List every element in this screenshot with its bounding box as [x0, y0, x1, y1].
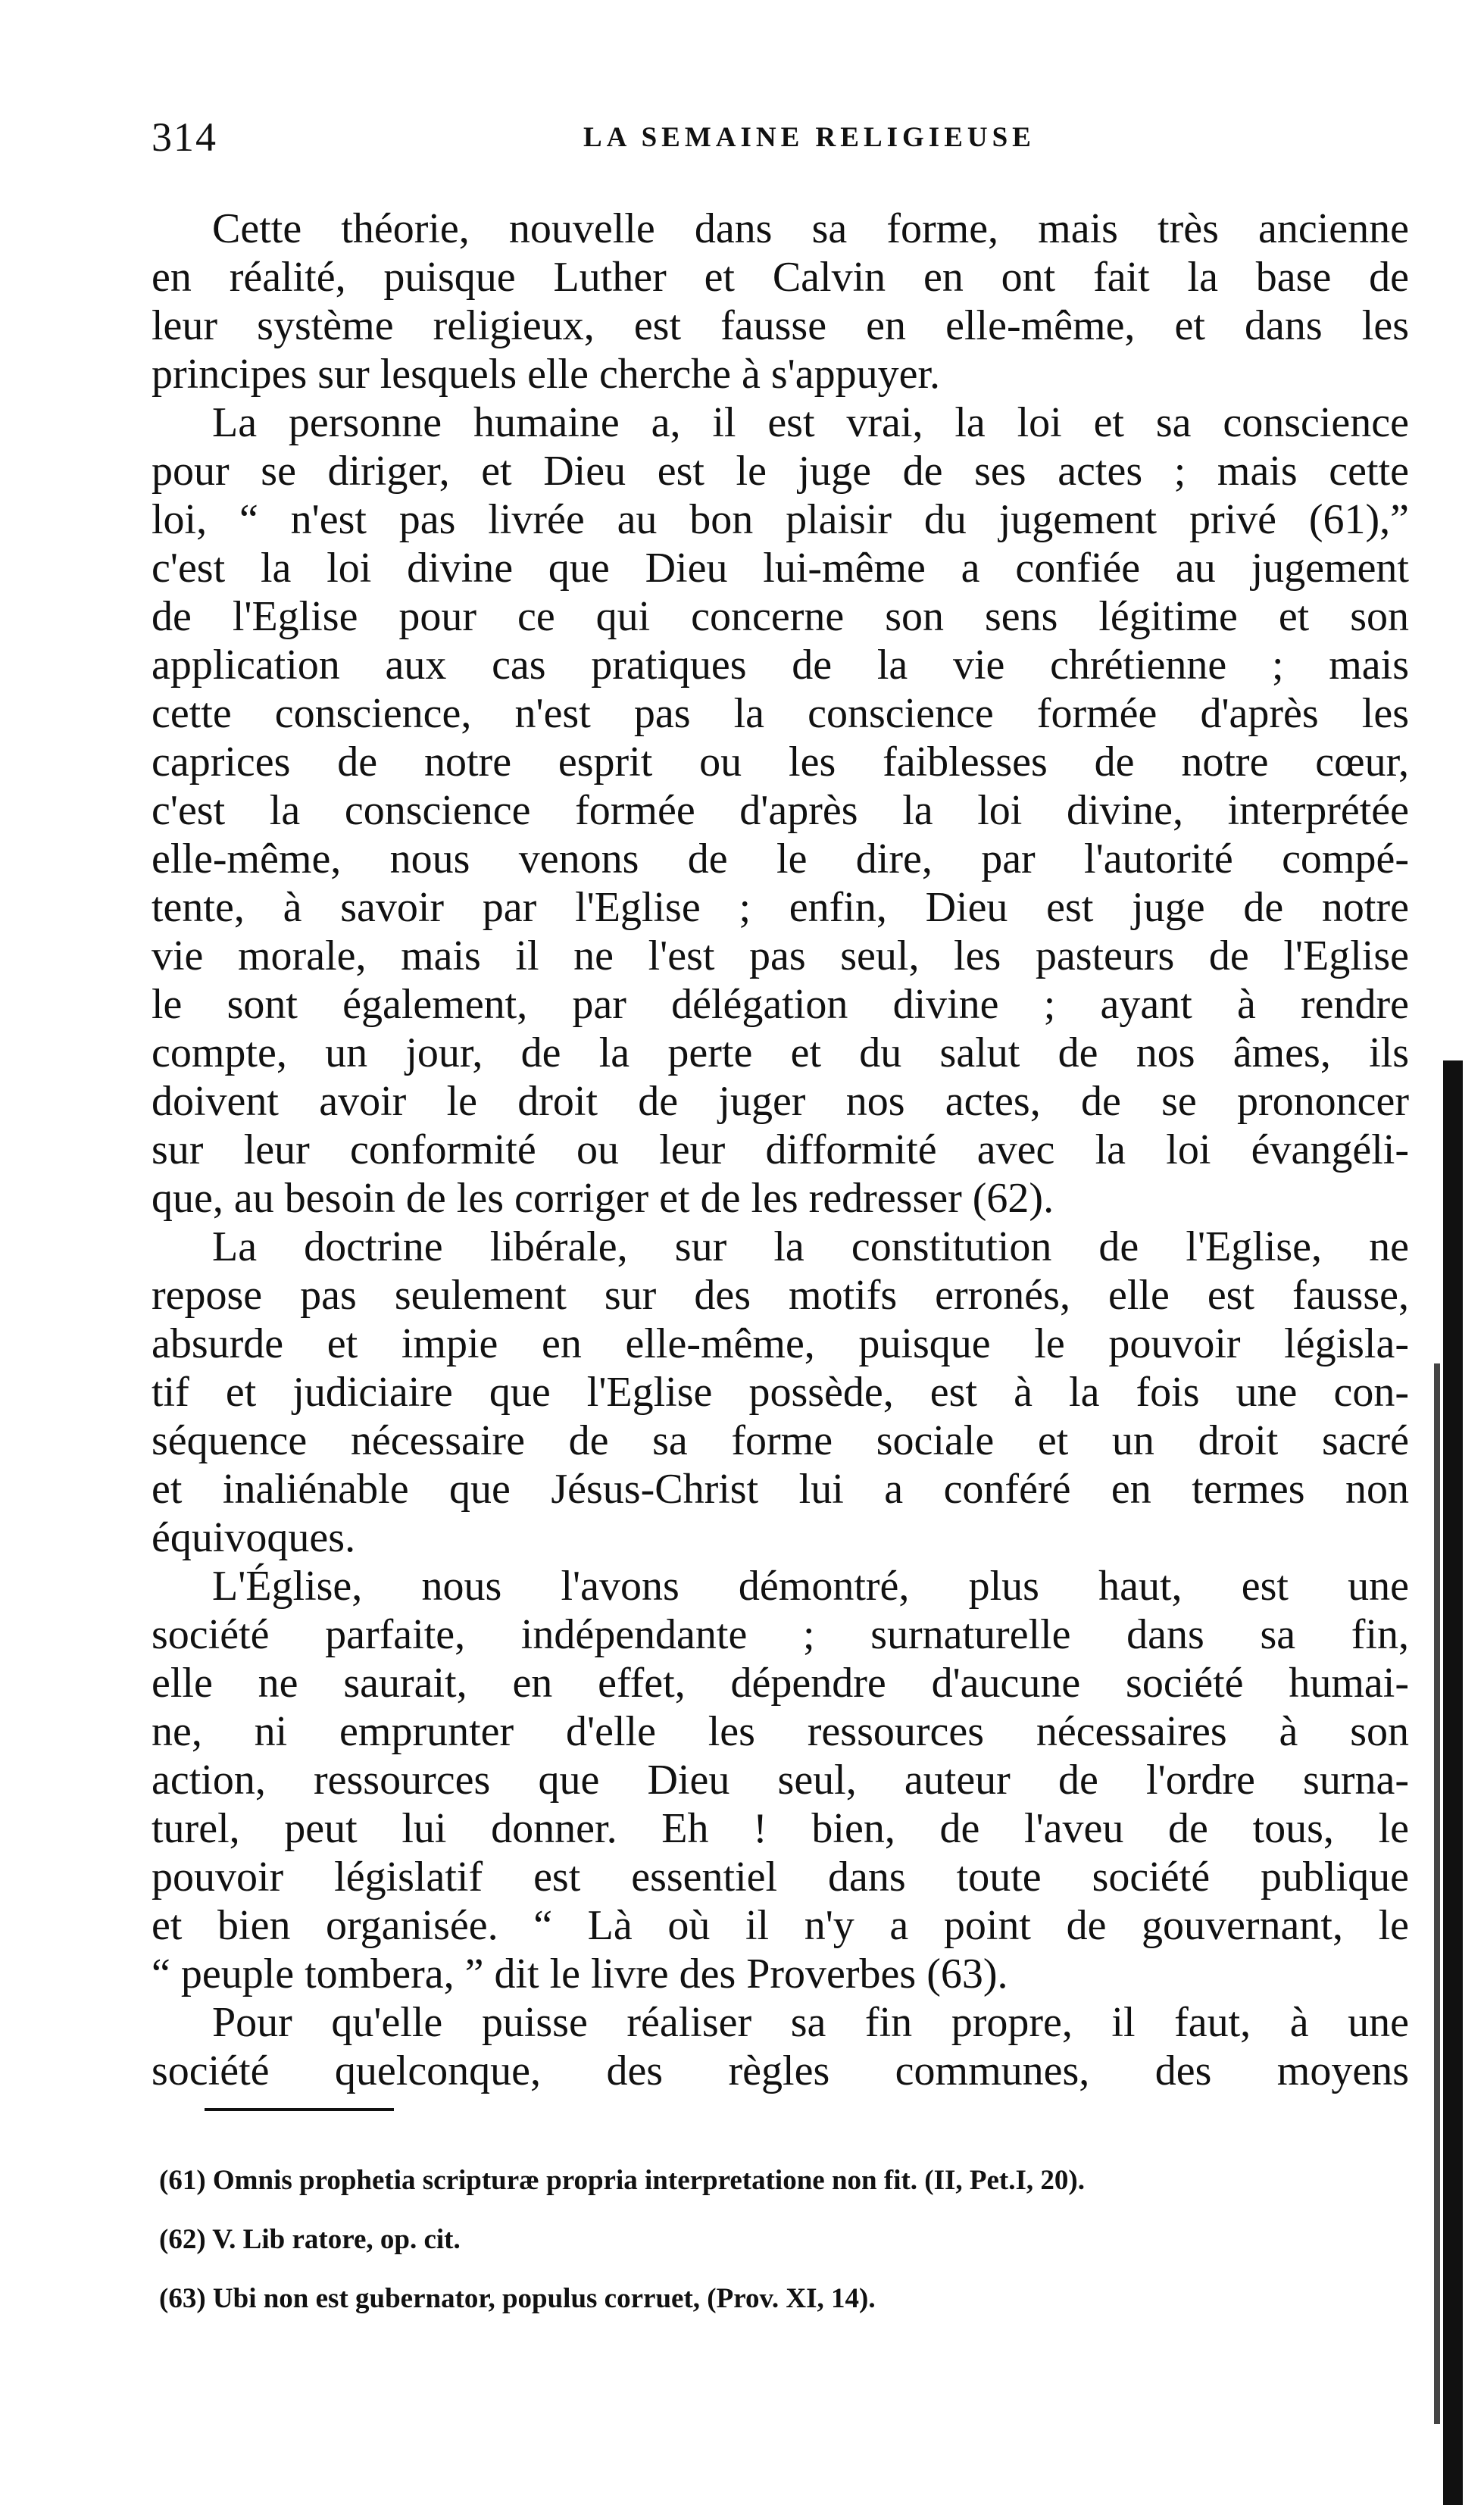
- text-line: elle ne saurait, en effet, dépendre d'aucune société humai-: [152, 1660, 1409, 1707]
- text-line: absurde et impie en elle-même, puisque le pouvoir législa-: [152, 1320, 1409, 1367]
- text-line: L'Église, nous l'avons démontré, plus haut, est une: [212, 1563, 1409, 1610]
- text-line: c'est la conscience formée d'après la loi divine, interprétée: [152, 787, 1409, 834]
- text-line: en réalité, puisque Luther et Calvin en ont fait la base de: [152, 254, 1409, 301]
- footnote-62: (62) V. Lib ratore, op. cit.: [159, 2224, 461, 2255]
- text-line: loi, “ n'est pas livrée au bon plaisir du jugement privé (61),”: [152, 496, 1409, 543]
- text-line: et bien organisée. “ Là où il n'y a point de gouvernant, le: [152, 1902, 1409, 1949]
- page-number: 314: [152, 114, 217, 160]
- running-head: [152, 114, 1409, 167]
- scan-binding-shadow: [1434, 1363, 1440, 2424]
- footnote-rule: [205, 2108, 394, 2111]
- text-line: application aux cas pratiques de la vie chrétienne ; mais: [152, 642, 1409, 689]
- text-line: compte, un jour, de la perte et du salut de nos âmes, ils: [152, 1029, 1409, 1076]
- text-line: vie morale, mais il ne l'est pas seul, les pasteurs de l'Eglise: [152, 932, 1409, 979]
- text-line: doivent avoir le droit de juger nos actes, de se prononcer: [152, 1078, 1409, 1125]
- text-line: turel, peut lui donner. Eh ! bien, de l'aveu de tous, le: [152, 1805, 1409, 1852]
- text-line: La personne humaine a, il est vrai, la loi et sa conscience: [212, 399, 1409, 446]
- footnote-61: (61) Omnis prophetia scripturæ propria interpretatione non fit. (II, Pet.I, 20).: [159, 2165, 1085, 2196]
- text-line: La doctrine libérale, sur la constitution de l'Eglise, ne: [212, 1223, 1409, 1270]
- footnote-63: (63) Ubi non est gubernator, populus corruet, (Prov. XI, 14).: [159, 2283, 876, 2314]
- text-line: que, au besoin de les corriger et de les redresser (62).: [152, 1175, 1054, 1222]
- text-line: société quelconque, des règles communes, des moyens: [152, 2047, 1409, 2094]
- text-line: équivoques.: [152, 1514, 356, 1561]
- text-line: pour se diriger, et Dieu est le juge de ses actes ; mais cette: [152, 448, 1409, 495]
- text-line: repose pas seulement sur des motifs erronés, elle est fausse,: [152, 1272, 1409, 1319]
- text-line: Pour qu'elle puisse réaliser sa fin propre, il faut, à une: [212, 1999, 1409, 2046]
- text-line: cette conscience, n'est pas la conscience formée d'après les: [152, 690, 1409, 737]
- text-line: tif et judiciaire que l'Eglise possède, est à la fois une con-: [152, 1369, 1409, 1416]
- text-line: de l'Eglise pour ce qui concerne son sens légitime et son: [152, 593, 1409, 640]
- text-line: action, ressources que Dieu seul, auteur de l'ordre surna-: [152, 1757, 1409, 1804]
- text-line: “ peuple tombera, ” dit le livre des Proverbes (63).: [152, 1951, 1008, 1997]
- text-line: principes sur lesquels elle cherche à s'appuyer.: [152, 351, 941, 398]
- text-line: elle-même, nous venons de le dire, par l'autorité compé-: [152, 836, 1409, 882]
- text-line: leur système religieux, est fausse en elle-même, et dans les: [152, 302, 1409, 349]
- text-line: c'est la loi divine que Dieu lui-même a confiée au jugement: [152, 545, 1409, 592]
- footnotes: [159, 2151, 1386, 2329]
- text-line: ne, ni emprunter d'elle les ressources nécessaires à son: [152, 1708, 1409, 1755]
- text-line: Cette théorie, nouvelle dans sa forme, mais très ancienne: [212, 205, 1409, 252]
- text-line: pouvoir législatif est essentiel dans toute société publique: [152, 1854, 1409, 1901]
- scan-binding-edge: [1443, 1060, 1463, 2505]
- running-title: LA SEMAINE RELIGIEUSE: [583, 122, 1036, 153]
- text-line: société parfaite, indépendante ; surnaturelle dans sa fin,: [152, 1611, 1409, 1658]
- body-text: [152, 205, 1409, 2095]
- text-line: sur leur conformité ou leur difformité avec la loi évangéli-: [152, 1126, 1409, 1173]
- text-line: tente, à savoir par l'Eglise ; enfin, Dieu est juge de notre: [152, 884, 1409, 931]
- text-line: et inaliénable que Jésus-Christ lui a conféré en termes non: [152, 1466, 1409, 1513]
- text-line: séquence nécessaire de sa forme sociale et un droit sacré: [152, 1417, 1409, 1464]
- text-line: caprices de notre esprit ou les faiblesses de notre cœur,: [152, 739, 1409, 786]
- text-line: le sont également, par délégation divine ; ayant à rendre: [152, 981, 1409, 1028]
